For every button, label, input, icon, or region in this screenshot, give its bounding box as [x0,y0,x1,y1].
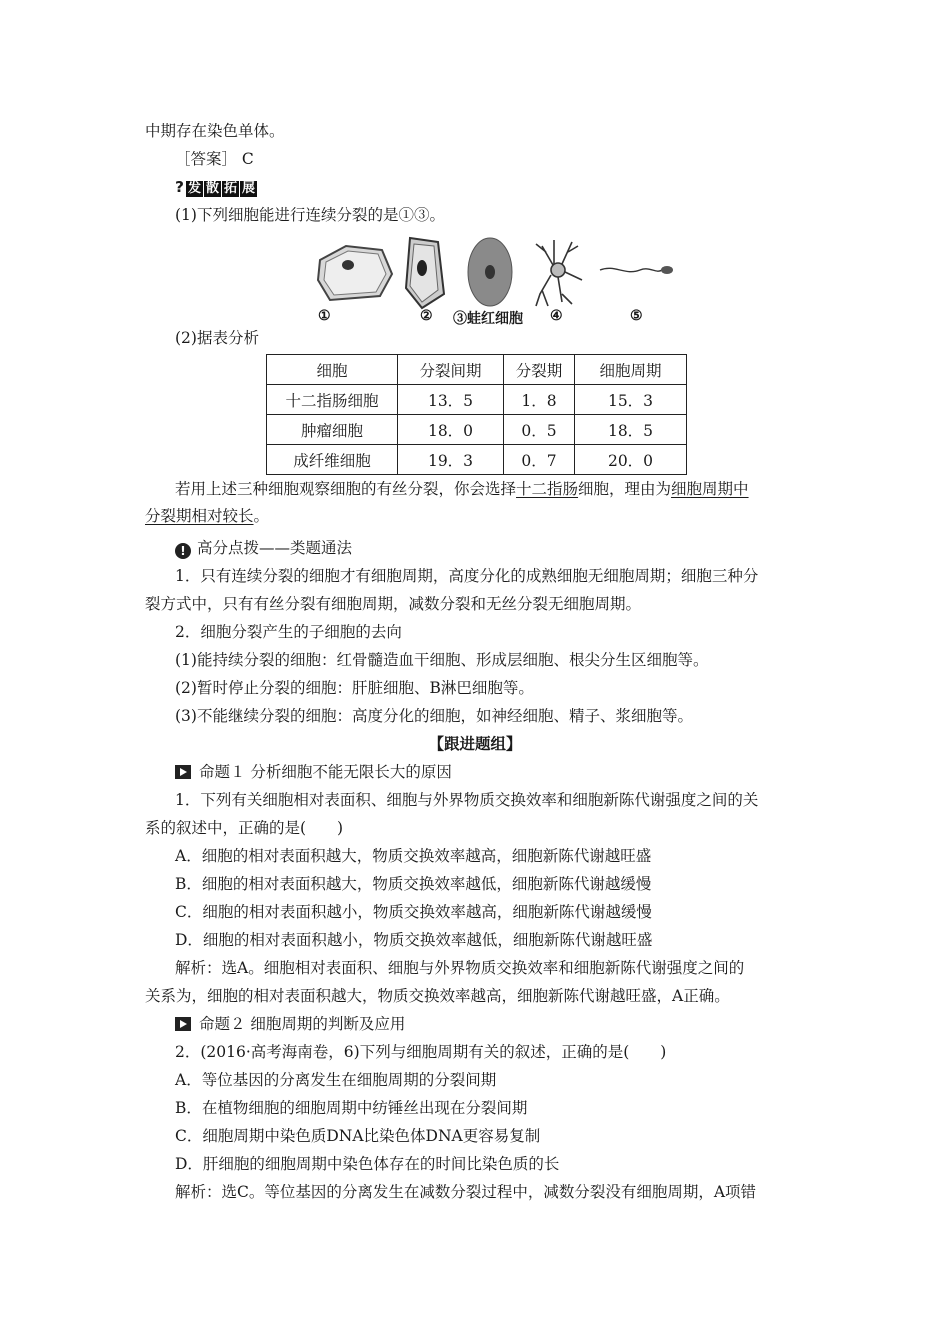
table-cell: 18．5 [575,415,687,445]
table-row [267,445,687,475]
question-text: 2．(2016·高考海南卷，6)下列与细胞周期有关的叙述，正确的是( ) [175,1043,667,1061]
extension-heading [175,177,258,197]
sperm-cell-icon [600,266,673,274]
option-c: C．细胞的相对表面积越小，物质交换效率越高，细胞新陈代谢越缓慢 [175,903,652,921]
elongated-cell-2-icon [406,238,444,308]
table-cell: 1．8 [504,385,575,415]
play-triangle-icon [175,765,191,779]
text-line: (1)能持续分裂的细胞：红骨髓造血干细胞、形成层细胞、根尖分生区细胞等。 [175,651,709,669]
text-line: 2．细胞分裂产生的子细胞的去向 [175,623,402,641]
question-text: 系的叙述中，正确的是( ) [145,819,344,837]
table-cell: 13．5 [398,385,504,415]
heading-text: 命题１ 分析细胞不能无限长大的原因 [199,763,452,781]
play-triangle-icon [175,1017,191,1031]
figure-label: ① [318,308,331,324]
table-header: 细胞 [267,355,398,385]
text-line: (2)据表分析 [175,329,259,347]
analysis-text: 解析：选A。细胞相对表面积、细胞与外界物质交换效率和细胞新陈代谢强度之间的 [175,959,745,977]
underlined-answer: 细胞周期中 [671,480,749,498]
tips-heading [175,538,352,559]
cell-cycle-table [266,354,687,475]
heading-text: 高分点拨——类题通法 [197,539,353,557]
topic-heading [175,1014,405,1034]
frog-red-blood-cell-icon [468,238,512,306]
table-cell: 18．0 [398,415,504,445]
text-line: 中期存在染色单体。 [145,122,285,140]
option-b: B．在植物细胞的细胞周期中纺锤丝出现在分裂间期 [175,1099,528,1117]
option-b: B．细胞的相对表面积越大，物质交换效率越低，细胞新陈代谢越缓慢 [175,875,652,893]
text-line [145,506,269,526]
analysis-text: 关系为，细胞的相对表面积越大，物质交换效率越高，细胞新陈代谢越旺盛，A正确。 [145,987,730,1005]
figure-label: ② [420,308,433,324]
table-header-row [267,355,687,385]
question-mark-icon: ? [175,178,184,196]
table-cell: 肿瘤细胞 [267,415,398,445]
table-cell: 十二指肠细胞 [267,385,398,415]
text-line [175,479,749,499]
figure-label: ⑤ [630,308,643,324]
topic-heading [175,762,452,782]
underlined-answer: 分裂期相对较长 [145,507,254,525]
tag-char: 展 [242,181,256,196]
table-cell: 19．3 [398,445,504,475]
answer-line: ［答案］ C [175,150,254,168]
table-cell: 成纤维细胞 [267,445,398,475]
table-header: 细胞周期 [575,355,687,385]
table-cell: 20．0 [575,445,687,475]
text-span: 若用上述三种细胞观察细胞的有丝分裂，你会选择 [175,480,517,498]
text-span: 。 [253,507,270,525]
figure-label: ④ [550,308,563,324]
question-text: 1．下列有关细胞相对表面积、细胞与外界物质交换效率和细胞新陈代谢强度之间的关 [175,791,759,809]
text-span: 细胞，理由为 [578,480,672,498]
table-row [267,415,687,445]
tag-char: 发 [188,181,202,196]
table-header: 分裂间期 [398,355,504,385]
heading-text: 命题２ 细胞周期的判断及应用 [199,1015,406,1033]
plant-cell-1-icon [318,246,392,300]
table-cell: 15．3 [575,385,687,415]
cell-figure [310,232,680,336]
option-c: C．细胞周期中染色质DNA比染色体DNA更容易复制 [175,1127,541,1145]
exclamation-icon: ! [175,543,191,559]
text-line: (2)暂时停止分裂的细胞：肝脏细胞、B淋巴细胞等。 [175,679,534,697]
underlined-answer: 十二指肠 [516,480,579,498]
table-cell: 0．5 [504,415,575,445]
option-a: A．等位基因的分离发生在细胞周期的分裂间期 [175,1071,497,1089]
tag-char: 散 [206,181,220,196]
neuron-icon [536,240,582,306]
text-line: 1．只有连续分裂的细胞才有细胞周期，高度分化的成熟细胞无细胞周期；细胞三种分 [175,567,759,585]
analysis-text: 解析：选C。等位基因的分离发生在减数分裂过程中，减数分裂没有细胞周期，A项错 [175,1183,757,1201]
option-a: A．细胞的相对表面积越大，物质交换效率越高，细胞新陈代谢越旺盛 [175,847,652,865]
text-line: 裂方式中，只有有丝分裂有细胞周期，减数分裂和无丝分裂无细胞周期。 [145,595,642,613]
text-line: (3)不能继续分裂的细胞：高度分化的细胞，如神经细胞、精子、浆细胞等。 [175,707,693,725]
option-d: D．肝细胞的细胞周期中染色体存在的时间比染色质的长 [175,1155,560,1173]
figure-label: ③蛙红细胞 [453,311,523,327]
text-line: (1)下列细胞能进行连续分裂的是①③。 [175,206,445,224]
tag-char: 拓 [224,181,238,196]
section-title: 【跟进题组】 [428,734,522,753]
table-header: 分裂期 [504,355,575,385]
option-d: D．细胞的相对表面积越小，物质交换效率越低，细胞新陈代谢越旺盛 [175,931,653,949]
table-cell: 0．7 [504,445,575,475]
table-row [267,385,687,415]
